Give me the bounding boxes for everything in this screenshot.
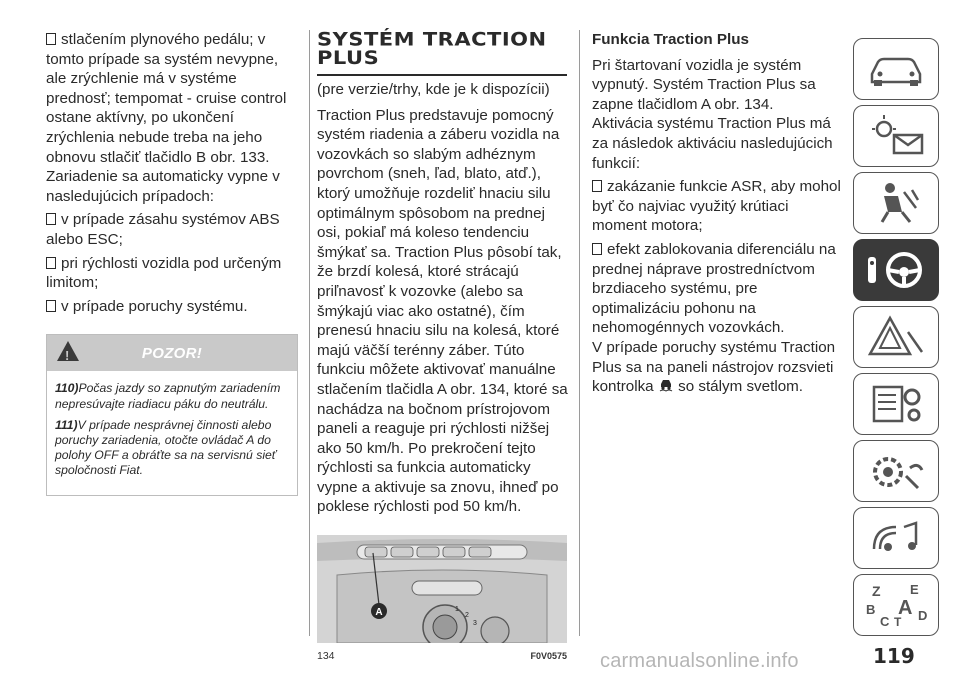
column-divider (579, 30, 580, 636)
bullet-square-icon (46, 257, 56, 269)
column-middle (317, 30, 569, 667)
tab-index[interactable] (853, 574, 939, 636)
warning-item: 110)Počas jazdy so zapnutým zariadením nepresúvajte riadiacu páku do neutrálu. (55, 381, 281, 411)
multimedia-icon (860, 513, 932, 563)
figure-reference: F0V0575 (530, 651, 567, 662)
knob-label: 1 (455, 606, 459, 614)
svg-text:T: T (894, 615, 902, 629)
svg-text:C: C (880, 614, 890, 629)
knob-label: 3 (473, 620, 477, 628)
emergency-triangle-icon (860, 312, 932, 362)
column-left (46, 30, 300, 496)
bullet-square-icon (592, 243, 602, 255)
tab-safety[interactable] (853, 172, 939, 234)
tab-specs[interactable] (853, 440, 939, 502)
figure-number: 134 (317, 650, 335, 663)
svg-text:A: A (898, 597, 913, 619)
warning-title: POZOR! (141, 344, 203, 362)
car-icon (860, 44, 932, 94)
section-title: SYSTÉM TRACTION PLUS (317, 28, 547, 69)
page-number: 119 (873, 644, 915, 668)
warning-header (47, 335, 297, 371)
warning-lights-icon (860, 111, 932, 161)
watermark: carmanualsonline.info (600, 650, 799, 672)
warning-triangle-icon (57, 341, 79, 361)
bullet-square-icon (592, 180, 602, 192)
maintenance-icon (860, 379, 932, 429)
list-item: v prípade zásahu systémov ABS alebo ESC; (46, 211, 280, 248)
tab-car[interactable] (853, 38, 939, 100)
list-item: v prípade poruchy systému. (46, 297, 300, 317)
paragraph: Aktivácia systému Traction Plus má za následok aktiváciu nasledujúcich funkcií: (592, 115, 833, 172)
paragraph: V prípade poruchy systému Traction Plus sa na paneli nástrojov rozsvieti kontrolka so stálym svetlom. (592, 338, 836, 396)
tab-warning-lights[interactable] (853, 105, 939, 167)
bullet-square-icon (46, 213, 56, 225)
tab-emergency[interactable] (853, 306, 939, 368)
subtitle: (pre verzie/trhy, kde je k dispozícii) (317, 81, 550, 98)
list-item: efekt zablokovania diferenciálu na prednej náprave prostredníctvom brzdiaceho systému, pre optimalizáciu pohonu na nehomogénnych vozovkách. (592, 240, 836, 337)
knob-label: 2 (465, 612, 469, 620)
seat-safety-icon (860, 178, 932, 228)
tab-driving[interactable] (853, 239, 939, 301)
warning-item: 111)V prípade nesprávnej činnosti alebo poruchy zariadenia, otočte ovládač A do polohy OFF a obráťte sa na servisnú sieť spoločnosti Fiat. (55, 417, 277, 478)
specs-gear-icon (860, 446, 932, 496)
svg-text:D: D (918, 608, 928, 623)
svg-text:Z: Z (872, 583, 881, 599)
svg-text:B: B (866, 602, 876, 617)
paragraph: Pri štartovaní vozidla je systém vypnutý. Systém Traction Plus sa zapne tlačidlom A obr. 134. (592, 56, 816, 113)
dashboard-illustration (317, 535, 567, 643)
chapter-tabs (853, 38, 939, 641)
paragraph: stlačením plynového pedálu; v tomto prípade sa systém nevypne, ale zrýchlenie má v systéme prednosť; tempomat - cruise control ostane aktívny, po ukončení zrýchlenia nebude treba na jeho obnovu stlačiť tlačidlo B obr. 133. (46, 31, 287, 166)
steering-wheel-icon (860, 245, 932, 295)
warning-body (47, 371, 297, 494)
list-item: zakázanie funkcie ASR, aby mohol byť čo najviac využitý krútiaci moment motora; (592, 178, 841, 235)
warning-box (46, 334, 298, 495)
subsection-heading: Funkcia Traction Plus (592, 31, 749, 48)
traction-warning-light-icon (658, 378, 674, 392)
bullet-square-icon (46, 33, 56, 45)
paragraph: Zariadenie sa automaticky vypne v nasledujúcich prípadoch: (46, 168, 280, 205)
column-divider (309, 30, 310, 636)
title-rule (317, 74, 567, 76)
label-a: A (375, 607, 383, 619)
list-item: pri rýchlosti vozidla pod určeným limitom; (46, 254, 282, 292)
bullet-square-icon (46, 300, 56, 312)
paragraph: Traction Plus predstavuje pomocný systém riadenia a záberu vozidla na vozovkách so slabým adhéznym povrchom (sneh, ľad, blato, atď.), ktorý umožňuje rozdeliť hnaciu silu optimálnym spôsobom na prednej osi, pokiaľ má koleso tendenciu šmýkať sa. Traction Plus pôsobí tak, že brzdí kolesá, ktoré strácajú priľnavosť k vozovke (alebo sa šmýkajú viac ako ostatné), čím prenesú hnaciu silu na kolesá, ktoré majú väčší terénny záber. Túto funkciu môžete aktivovať manuálne stlačením tlačidla A obr. 134, ktoré sa nachádza na bočnom prístrojovom paneli a reaguje pri rýchlosti nižšej ako 50 km/h. Po prekročení tejto rýchlosti sa funkcia automaticky vypne a aktivuje sa znovu, ihneď po poklese rýchlosti pod 50 km/h. (317, 106, 568, 516)
tab-multimedia[interactable] (853, 507, 939, 569)
column-right (592, 30, 842, 397)
dashboard-figure (317, 535, 567, 643)
tab-maintenance[interactable] (853, 373, 939, 435)
index-icon (860, 580, 932, 630)
svg-text:E: E (910, 582, 919, 597)
figure-caption (317, 647, 567, 667)
